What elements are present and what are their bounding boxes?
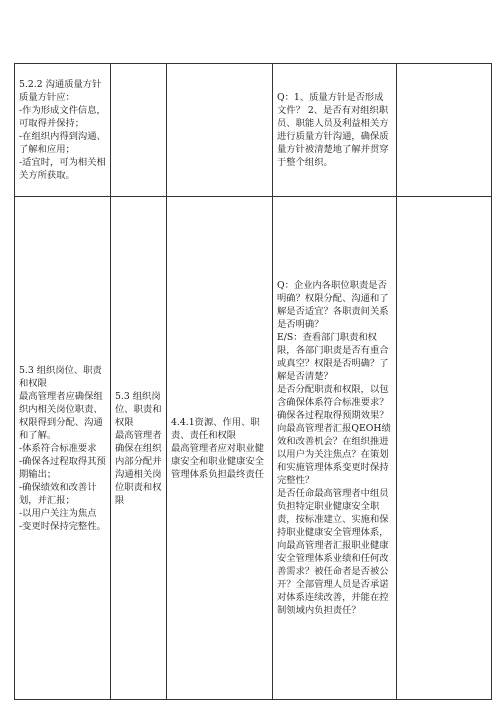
clause-text: 质量方针应： [19, 92, 75, 103]
record-cell [397, 197, 492, 700]
clause-text: -适宜时，可为相关相关方所获取。 [19, 157, 106, 181]
ohs-requirement-cell [167, 197, 273, 700]
audit-question: Q：1、质量方针是否形成文件？ 2、是否有对组织职员、职能人员及利益相关方进行质量方针沟通，确保质量方针被清楚地了解并贯穿于整个组织。 [277, 92, 389, 168]
ohs-clause-title: 5.3 组织岗位、职责和权限 [115, 390, 162, 428]
clause-text: -体系符合标准要求 [19, 442, 97, 454]
clause-text: 最高管理者应确保组织内相关岗位职责、权限得到分配、沟通和了解。 [19, 390, 103, 441]
table-row [15, 64, 492, 197]
audit-question-cell [273, 64, 397, 197]
clause-text: -变更时保持完整性。 [19, 520, 106, 532]
ohs-clause-text: 最高管理者确保在组织内部分配并沟通相关岗位职责和权限 [115, 429, 162, 506]
ohs-requirement-cell [167, 64, 273, 197]
clause-text: -作为形成文件信息，可取得并保持； [19, 105, 106, 129]
standard-clause-cell [15, 64, 111, 197]
audit-question: 是否任命最高管理者中组员负担特定职业健康安全职责，按标准建立、实施和保持职业健康安全管理体系，向最高管理者汇报职业健康安全管理体系业绩和任何改善需求？被任命者是否被公开？全部管理人员是否承诺对体系连续改善，并能在控制领域内负担责任？ [277, 488, 389, 616]
table-row [15, 197, 492, 700]
clause-text: -以用户关注为焦点 [19, 507, 97, 519]
audit-question: 是否分配职责和权限，以包含确保体系符合标准要求？确保各过程取得预期效果？向最高管理者汇报QEOH绩效和改善机会？在组织推进以用户为关注焦点？在策划和实施管理体系变更时保持完整性？ [277, 384, 391, 486]
clause-text: -确保各过程取得其预期输出； [19, 455, 106, 480]
audit-question: Q：企业内各职位职责是否明确？权限分配、沟通和了解是否适宜？各职责间关系是否明确？ [277, 280, 389, 330]
clause-title: 5.3 组织岗位、职责和权限 [19, 364, 102, 389]
clause-title: 5.2.2 沟通质量方针 [19, 79, 102, 90]
ohs-clause-cell [111, 197, 167, 700]
clause-text: -在组织内得到沟通、了解和应用； [19, 131, 106, 155]
audit-table [14, 63, 492, 700]
audit-question: E/S：查看部门职责和权限，各部门职责是否有重合或真空？权限是否明确？了解是否清楚？ [277, 332, 389, 382]
record-cell [397, 64, 492, 197]
ohs-requirement-text: 最高管理者应对职业健康安全和职业健康安全管理体系负担最终责任 [171, 442, 264, 480]
ohs-clause-cell [111, 64, 167, 197]
standard-clause-cell [15, 197, 111, 700]
ohs-requirement-title: 4.4.1资源、作用、职责、责任和权限 [171, 416, 260, 441]
clause-text: -确保绩效和改善计划，并汇报； [19, 481, 97, 506]
audit-question-cell [273, 197, 397, 700]
